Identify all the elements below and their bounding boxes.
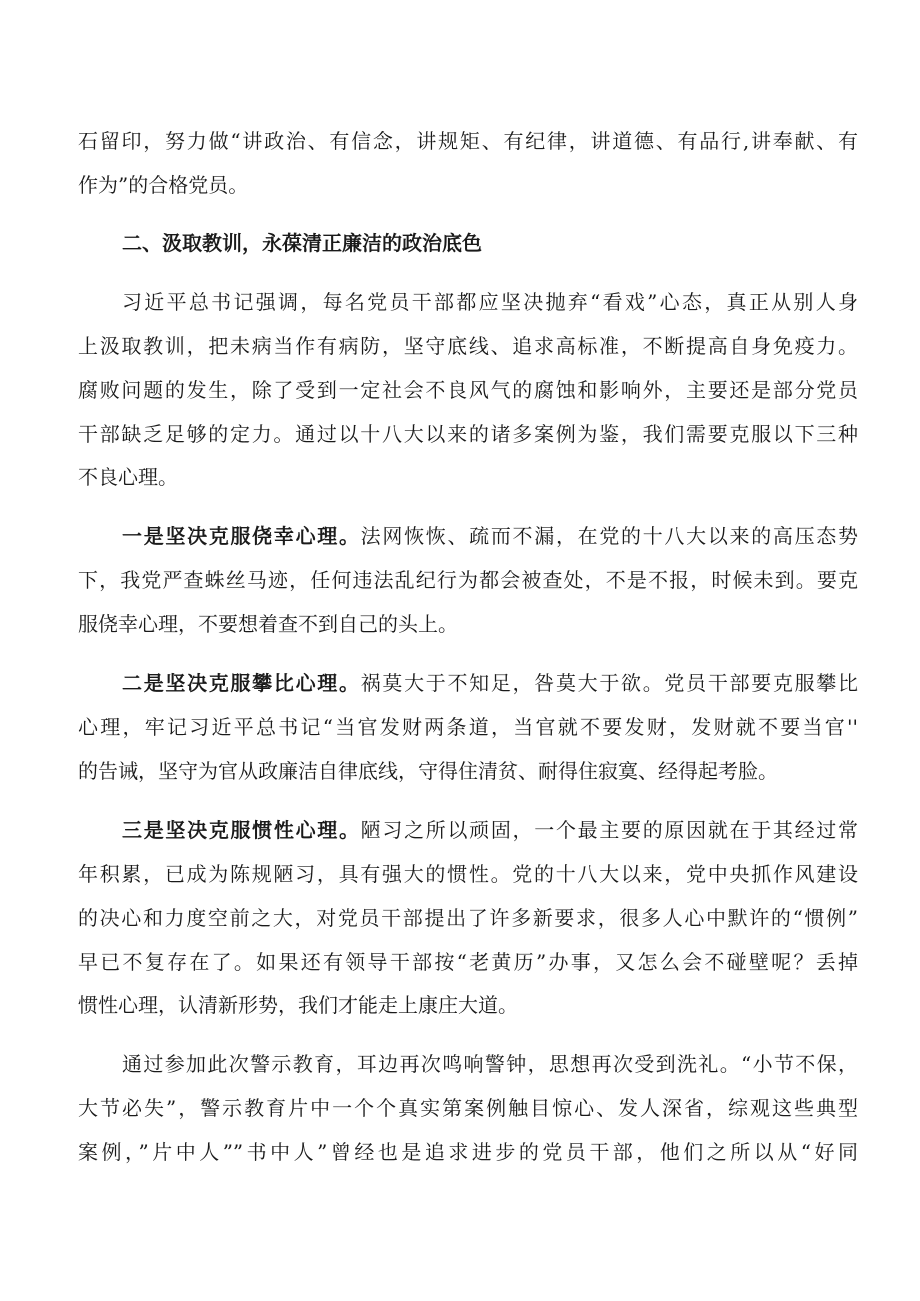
- paragraph-5-line-3: 的决心和力度空前之大，对党员干部提出了许多新要求，很多人心中默许的“惯例”: [78, 906, 858, 930]
- paragraph-5-lead: 三是坚决克服惯性心理。: [122, 818, 361, 842]
- paragraph-6-line-2: 大节必失”，警示教育片中一个个真实第案例触目惊心、发人深省，综观这些典型: [78, 1096, 858, 1120]
- paragraph-2-line-3: 腐败问题的发生，除了受到一定社会不良风气的腐蚀和影响外，主要还是部分党员: [78, 378, 858, 402]
- paragraph-3-line-3: 服侥幸心理，不要想着查不到自己的头上。: [78, 612, 458, 636]
- paragraph-3-line-1-text: 法网恢恢、疏而不漏，在党的十八大以来的高压态势: [360, 524, 859, 548]
- paragraph-2-line-1: 习近平总书记强调，每名党员干部都应坚决抛弃“看戏”心态，真正从别人身: [122, 290, 858, 314]
- paragraph-2-line-5: 不良心理。: [78, 465, 178, 489]
- paragraph-3-lead: 一是坚决克服侥幸心理。: [122, 524, 361, 548]
- paragraph-6-line-3: 案例，”片中人””书中人”曾经也是追求进步的党员干部，他们之所以从“好同: [78, 1140, 858, 1164]
- paragraph-3-line-1: [122, 522, 858, 550]
- paragraph-5-line-2: 年积累，已成为陈规陋习，具有强大的惯性。党的十八大以来，党中央抓作风建设: [78, 862, 858, 886]
- paragraph-4-line-1-text: 祸莫大于不知足，咎莫大于欲。党员干部要克服攀比: [360, 671, 859, 695]
- paragraph-5-line-1: [122, 816, 858, 844]
- paragraph-1-line-1: 石留印，努力做“讲政治、有信念，讲规矩、有纪律，讲道德、有品行,讲奉献、有: [78, 129, 858, 153]
- section-heading: 二、汲取教训，永葆清正廉洁的政治底色: [122, 231, 482, 255]
- paragraph-5-line-4: 早已不复存在了。如果还有领导干部按“老黄历”办事，又怎么会不碰壁呢？丢掉: [78, 950, 858, 974]
- paragraph-1-line-2: 作为”的合格党员。: [78, 173, 249, 197]
- paragraph-2-line-2: 上汲取教训，把未病当作有病防，坚守底线、追求高标准，不断提高自身免疫力。: [78, 334, 858, 358]
- paragraph-3-line-2: 下，我党严查蛛丝马迹，任何违法乱纪行为都会被查处，不是不报，时候未到。要克: [78, 568, 858, 592]
- paragraph-4-line-3: 的告诫，坚守为官从政廉洁自律底线，守得住清贫、耐得住寂寞、经得起考脸。: [78, 759, 778, 783]
- paragraph-5-line-5: 惯性心理，认清新形势，我们才能走上康庄大道。: [78, 993, 518, 1017]
- paragraph-2-line-4: 干部缺乏足够的定力。通过以十八大以来的诸多案例为鉴，我们需要克服以下三种: [78, 422, 858, 446]
- paragraph-6-line-1: 通过参加此次警示教育，耳边再次鸣响警钟，思想再次受到洗礼。“小节不保，: [122, 1052, 858, 1076]
- paragraph-5-line-1-text: 陋习之所以顽固，一个最主要的原因就在于其经过常: [360, 818, 859, 842]
- paragraph-4-line-1: [122, 669, 858, 697]
- paragraph-4-lead: 二是坚决克服攀比心理。: [122, 671, 361, 695]
- paragraph-4-line-2: 心理，牢记习近平总书记“当官发财两条道，当官就不要发财，发财就不要当官'': [78, 715, 858, 739]
